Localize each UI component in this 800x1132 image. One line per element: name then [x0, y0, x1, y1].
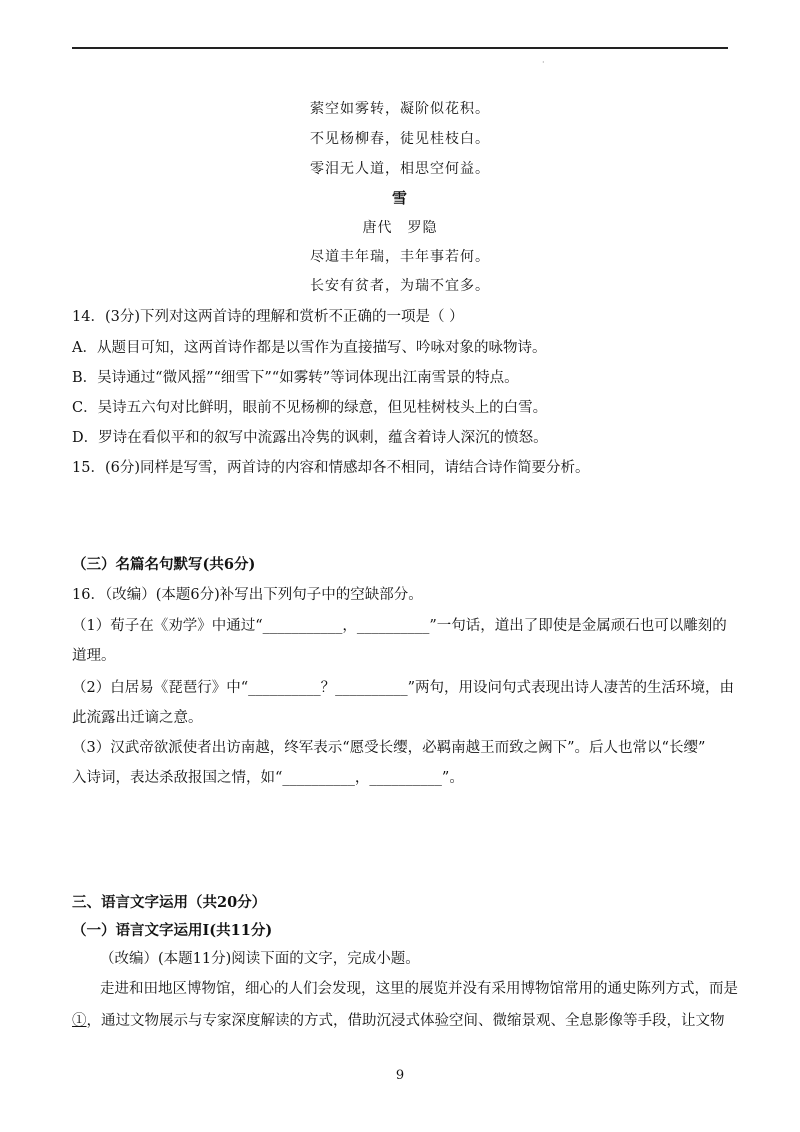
- section-3-subtitle: （三）名篇名句默写(共6分): [72, 556, 256, 573]
- poem1-line-2: 不见杨柳春，徒见桂枝白。: [310, 131, 490, 147]
- q16-part2-a: （2）白居易《琵琶行》中“__________？__________”两句，用设问句式表现出诗人凄苦的生活环境，由: [72, 680, 735, 696]
- q16-part3-b: 入诗词，表达杀敌报国之情，如“__________，__________”。: [72, 770, 464, 786]
- q16-part1-a: （1）荀子在《劝学》中通过“___________，__________”一句话，道出了即使是金属顽石也可以雕刻的: [72, 618, 727, 634]
- q14-stem: 14．(3分)下列对这两首诗的理解和赏析不正确的一项是（ ）: [72, 309, 464, 325]
- page-number: 9: [395, 1068, 405, 1083]
- q14-option-a: A．从题目可知，这两首诗作都是以雪作为直接描写、吟咏对象的咏物诗。: [72, 340, 547, 356]
- q15-stem: 15．(6分)同样是写雪，两首诗的内容和情感却各不相同，请结合诗作简要分析。: [72, 460, 590, 476]
- q14-option-d: D．罗诗在看似平和的叙写中流露出冷隽的讽刺，蕴含着诗人深沉的愤怒。: [72, 430, 548, 446]
- q16-stem: 16．（改编）(本题6分)补写出下列句子中的空缺部分。: [72, 587, 423, 603]
- poem2-line-1: 尽道丰年瑞，丰年事若何。: [310, 249, 490, 265]
- q16-part3-a: （3）汉武帝欲派使者出访南越，终军表示“愿受长缨，必羁南越王而致之阙下”。后人也常以“长缨”: [72, 740, 706, 756]
- poem1-line-3: 零泪无人道，相思空何益。: [310, 161, 490, 177]
- q16-part1-b: 道理。: [72, 648, 116, 664]
- poem2-line-2: 长安有贫者，为瑞不宜多。: [310, 278, 490, 294]
- passage-line-1: 走进和田地区博物馆，细心的人们会发现，这里的展览并没有采用博物馆常用的通史陈列方式，而是: [100, 981, 738, 997]
- part3-title: 三、语言文字运用（共20分）: [72, 894, 267, 911]
- poem1-line-1: 萦空如雾转，凝阶似花积。: [310, 101, 490, 117]
- q14-option-c: C．吴诗五六句对比鲜明，眼前不见杨柳的绿意，但见桂树枝头上的白雪。: [72, 400, 548, 416]
- passage-line-2: [72, 1009, 732, 1030]
- header-rule: [72, 47, 728, 49]
- passage-line-2-text: ，通过文物展示与专家深度解读的方式，借助沉浸式体验空间、微缩景观、全息影像等手段，让文物: [86, 1013, 725, 1029]
- passage-intro: （改编）(本题11分)阅读下面的文字，完成小题。: [100, 951, 420, 967]
- poem2-title: 雪: [391, 189, 408, 207]
- header-dot: ·: [542, 58, 545, 67]
- poem2-author: 唐代 罗隐: [362, 220, 438, 236]
- blank-marker-1: ①: [72, 1013, 87, 1029]
- q14-option-b: B．吴诗通过“微风摇”“细雪下”“如雾转”等词体现出江南雪景的特点。: [72, 370, 519, 386]
- q16-part2-b: 此流露出迁谪之意。: [72, 710, 203, 726]
- part3-subtitle: （一）语言文字运用Ⅰ(共11分): [72, 922, 273, 939]
